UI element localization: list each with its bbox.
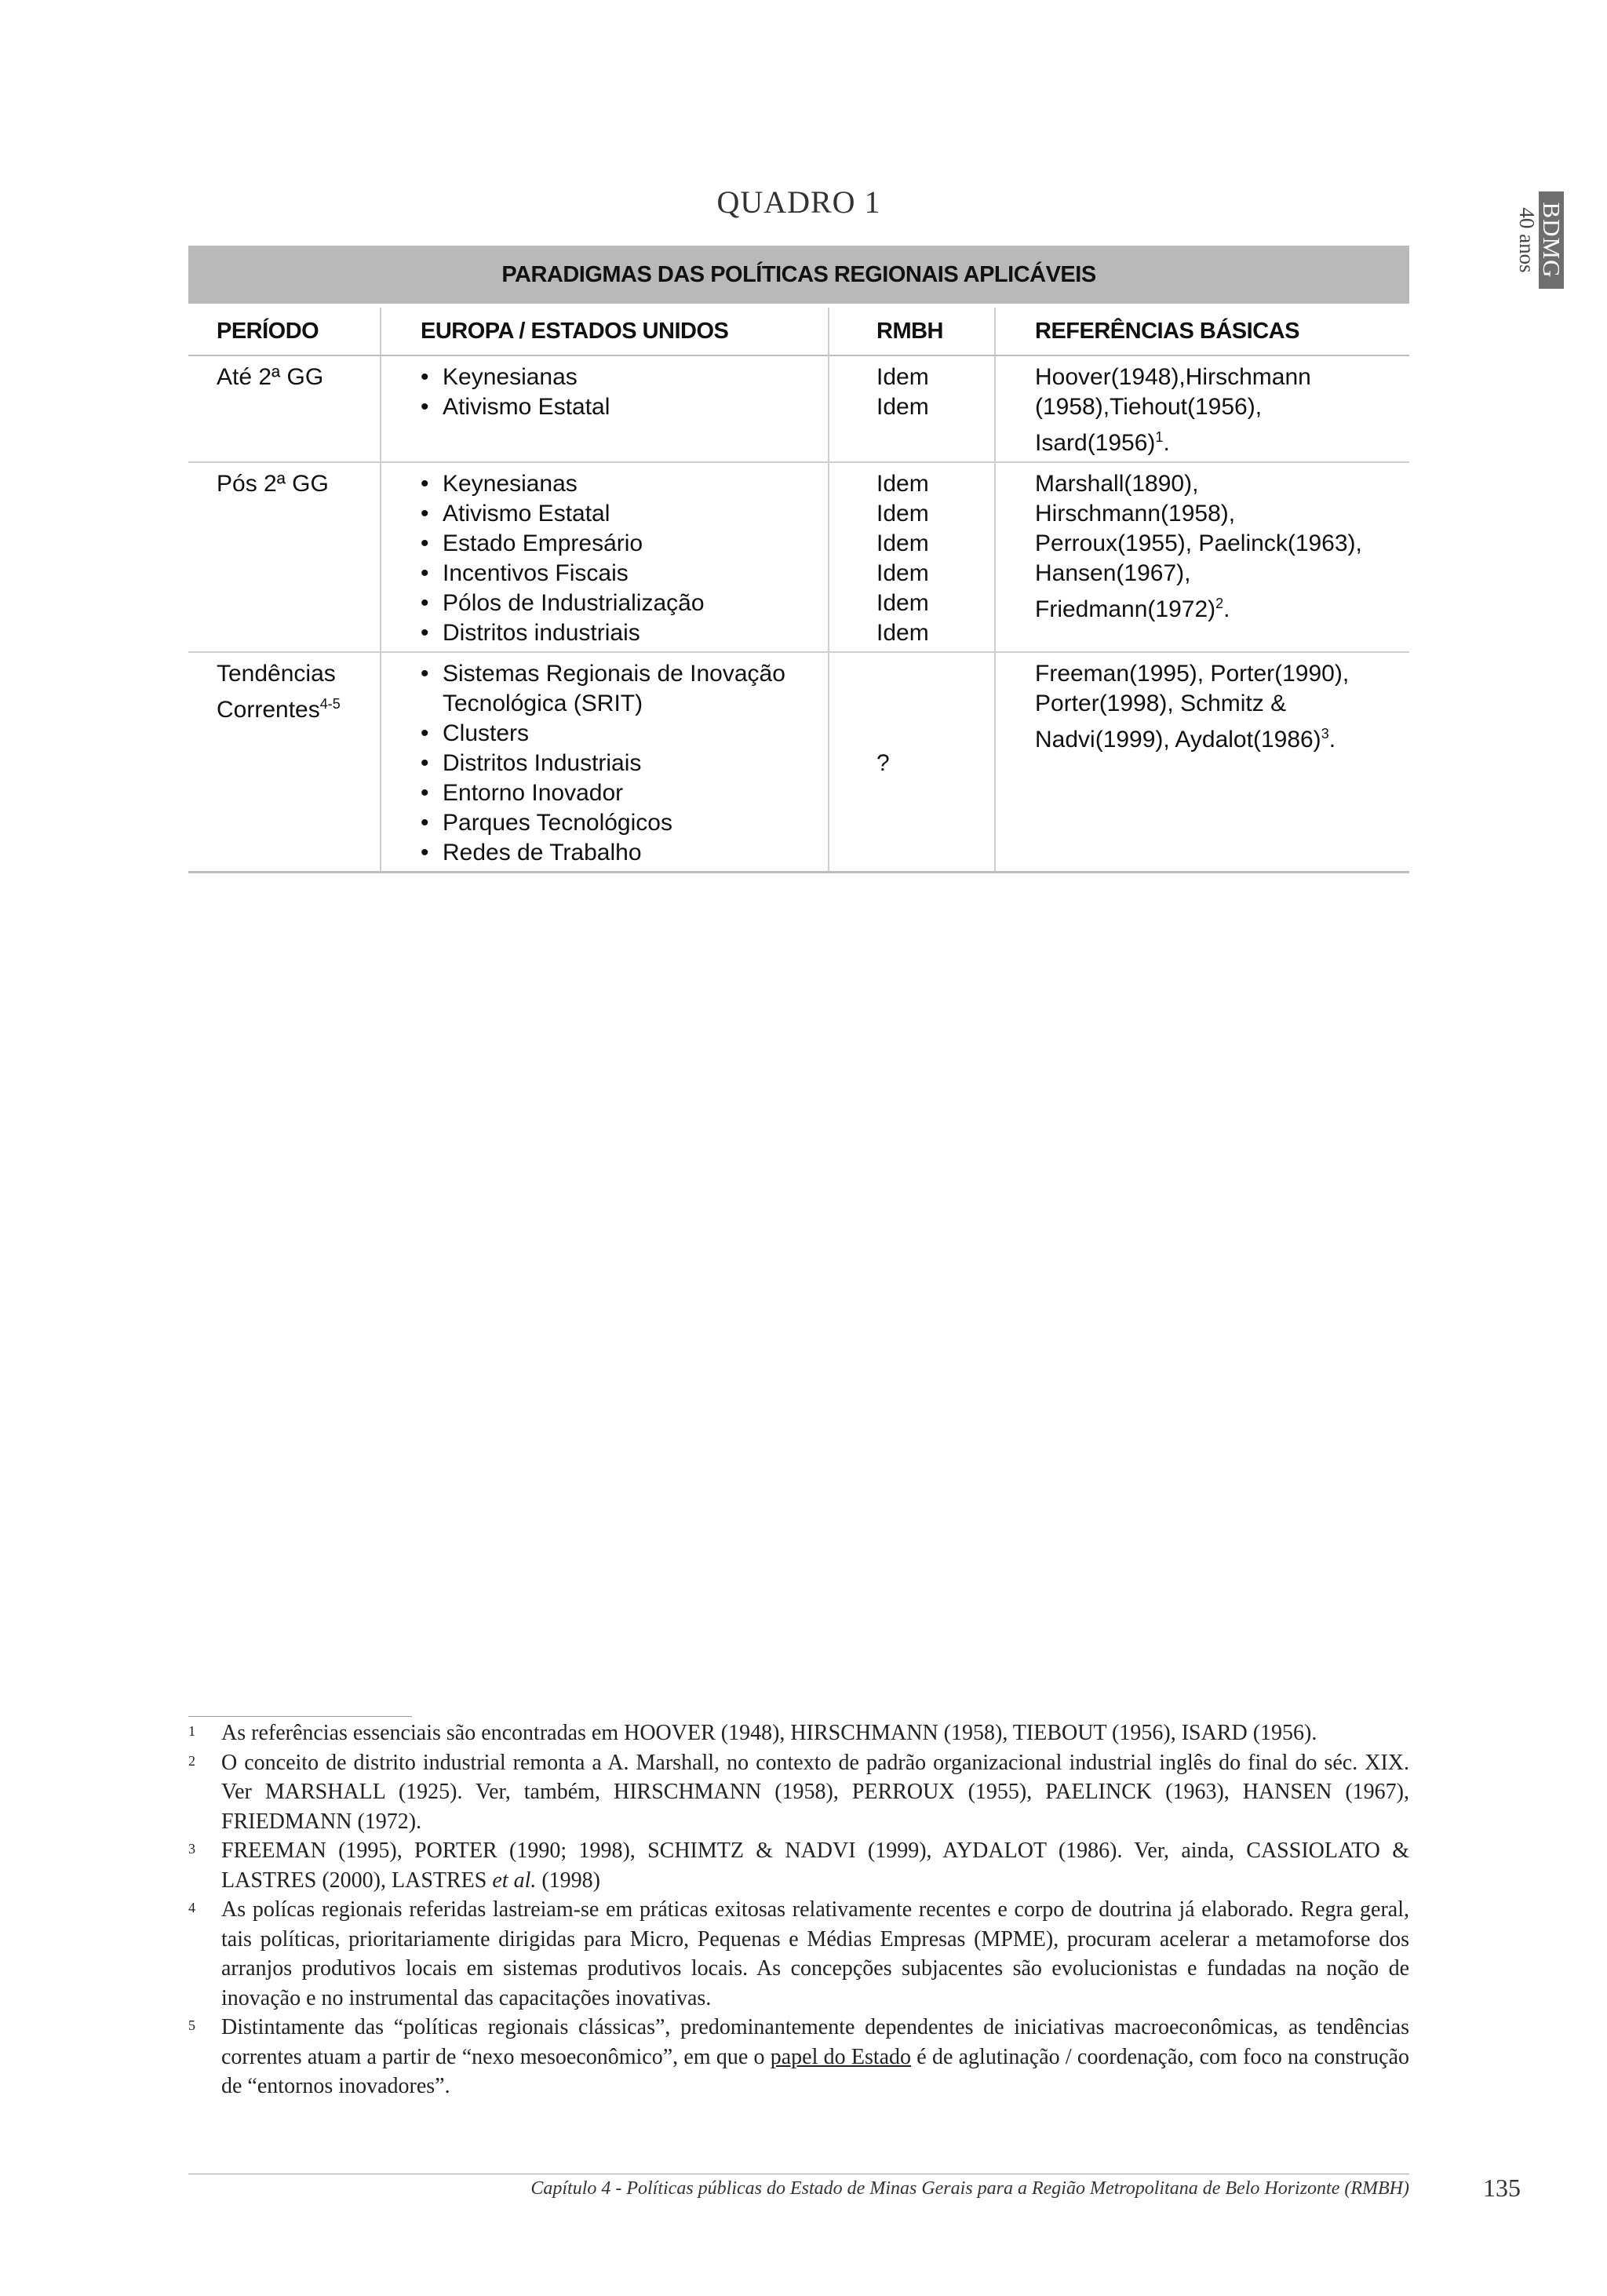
policy-item: • Keynesianas: [421, 363, 828, 392]
references-end: .: [1223, 596, 1230, 622]
rmbh-value: [876, 778, 994, 808]
policy-list: [421, 659, 828, 868]
rmbh-value: Idem: [876, 501, 929, 527]
brand-label: BDMG: [1539, 191, 1564, 289]
header-rmbh: RMBH: [829, 308, 995, 355]
footnote-rule: [188, 1716, 412, 1717]
table-row: [188, 355, 1409, 462]
rmbh-value: Idem: [876, 590, 929, 616]
rmbh-value: Idem: [876, 471, 929, 497]
footnote-text: As polícas regionais referidas lastreiam-se em práticas exitosas relativamente recentes e corpo de doutrina já elaborado. Regra geral, tais políticas, prioritariamente dirigidas para Micro, Pequenas e Médias Empresas (MPME), procuram acelerar a metamoforse dos arranjos produtivos locais em sistemas produtivos locais. As concepções subjacentes são evolucionistas e fundadas na noção de inovação e no instrumental das capacitações inovativas.: [221, 1897, 1409, 2010]
rmbh-value: [876, 838, 994, 868]
policy-item: • Parques Tecnológicos: [421, 808, 828, 838]
policy-item: • Pólos de Industrialização: [421, 589, 828, 618]
footnote-number: 3: [188, 1841, 195, 1857]
policy-item: • Redes de Trabalho: [421, 838, 828, 868]
period-label: Tendências Correntes: [217, 661, 336, 723]
policy-item: • Distritos industriais: [421, 618, 828, 648]
footnote-text: As referências essenciais são encontradas em HOOVER (1948), HIRSCHMANN (1958), TIEBOUT (1956), ISARD (1956).: [221, 1721, 1317, 1745]
footnote-1: [188, 1718, 1409, 1748]
policy-item: • Ativismo Estatal: [421, 392, 828, 422]
table-row: [188, 462, 1409, 652]
period-cell: [188, 652, 381, 873]
header-europa: EUROPA / ESTADOS UNIDOS: [381, 308, 829, 355]
footnote-text-after: (1998): [536, 1868, 601, 1893]
footnote-2: [188, 1748, 1409, 1837]
references-list: Marshall(1890), Hirschmann(1958), Perroux(1955), Paelinck(1963), Hansen(1967), Friedmann(1972): [1035, 471, 1362, 622]
europa-cell: [381, 652, 829, 873]
side-tab: [1514, 191, 1564, 289]
footnote-text-after: é de aglutinação / coordenação, com foco na construção de “entornos inovadores”.: [221, 2044, 1410, 2098]
rmbh-value: [876, 808, 994, 838]
period-label: Pós 2ª GG: [217, 471, 329, 497]
policy-item: • Keynesianas: [421, 469, 828, 499]
paradigms-table: [188, 308, 1409, 873]
footnote-3: [188, 1836, 1409, 1895]
policy-list: [421, 469, 828, 648]
footnote-5: [188, 2013, 1409, 2101]
rmbh-value: ?: [876, 750, 890, 776]
references-footnote-ref: 2: [1215, 596, 1224, 611]
europa-cell: [381, 355, 829, 462]
rmbh-value: Idem: [876, 394, 929, 420]
rmbh-value: Idem: [876, 560, 929, 586]
policy-item: • Estado Empresário: [421, 529, 828, 559]
policy-item: • Ativismo Estatal: [421, 499, 828, 529]
references-list: Hoover(1948),Hirschmann (1958),Tiehout(1956), Isard(1956): [1035, 364, 1311, 456]
footnote-number: 4: [188, 1900, 195, 1915]
policy-item: • Sistemas Regionais de Inovação Tecnológica (SRIT): [421, 659, 828, 719]
footnote-number: 1: [188, 1723, 195, 1739]
rmbh-value: Idem: [876, 530, 929, 556]
references-end: .: [1328, 727, 1336, 753]
references-text: [1035, 469, 1409, 625]
references-text: [1035, 659, 1409, 755]
policy-list: [421, 363, 828, 422]
footnote-number: 2: [188, 1752, 195, 1769]
footnote-number: 5: [188, 2017, 195, 2033]
rmbh-value: Idem: [876, 364, 929, 390]
references-list: Freeman(1995), Porter(1990), Porter(1998), Schmitz & Nadvi(1999), Aydalot(1986): [1035, 661, 1350, 753]
policy-item: • Incentivos Fiscais: [421, 559, 828, 589]
policy-item: • Entorno Inovador: [421, 778, 828, 808]
brand-sub-label: 40 anos: [1515, 207, 1539, 273]
references-footnote-ref: 3: [1321, 726, 1329, 742]
rmbh-value: [876, 659, 994, 689]
quadro-title: QUADRO 1: [716, 184, 881, 220]
rmbh-cell: [829, 652, 995, 873]
references-text: [1035, 363, 1409, 458]
policy-item: • Distritos Industriais: [421, 749, 828, 778]
period-label: Até 2ª GG: [217, 364, 324, 390]
page-number: 135: [1483, 2174, 1521, 2202]
rmbh-value: [876, 689, 994, 719]
references-cell: [995, 355, 1409, 462]
rmbh-value: [876, 719, 994, 749]
period-cell: [188, 462, 381, 652]
policy-item: • Clusters: [421, 719, 828, 749]
footnote-text: FREEMAN (1995), PORTER (1990; 1998), SCHIMTZ & NADVI (1999), AYDALOT (1986). Ver, ainda, CASSIOLATO & LASTRES (2000), LASTRES: [221, 1839, 1409, 1893]
rmbh-cell: [829, 462, 995, 652]
europa-cell: [381, 462, 829, 652]
period-footnote-ref: 4-5: [319, 696, 341, 712]
footnote-text: O conceito de distrito industrial remonta a A. Marshall, no contexto de padrão organizacional industrial inglês do final do séc. XIX. Ver MARSHALL (1925). Ver, também, HIRSCHMANN (1958), PERROUX (1955), PAELINCK (1963), HANSEN (1967), FRIEDMANN (1972).: [221, 1750, 1409, 1834]
header-referencias: REFERÊNCIAS BÁSICAS: [995, 308, 1409, 355]
references-cell: [995, 652, 1409, 873]
header-periodo: PERÍODO: [188, 308, 381, 355]
rmbh-value: Idem: [876, 620, 929, 646]
running-footer: Capítulo 4 - Políticas públicas do Estado de Minas Gerais para a Região Metropolitana de Belo Horizonte (RMBH): [530, 2178, 1409, 2199]
footnote-text: Distintamente das “políticas regionais clássicas”, predominantemente dependentes de iniciativas macroeconômicas, as tendências correntes atuam a partir de “nexo mesoeconômico”, em que o: [221, 2015, 1409, 2069]
rmbh-cell: [829, 355, 995, 462]
footnotes: [188, 1718, 1409, 2101]
table-header-row: [188, 308, 1409, 355]
period-cell: [188, 355, 381, 462]
references-footnote-ref: 1: [1155, 429, 1164, 445]
table-banner: PARADIGMAS DAS POLÍTICAS REGIONAIS APLICÁVEIS: [188, 246, 1409, 304]
table-row: [188, 652, 1409, 873]
footnote-4: [188, 1895, 1409, 2013]
footnote-italic: et al.: [492, 1868, 537, 1893]
references-cell: [995, 462, 1409, 652]
footnote-underlined: papel do Estado: [770, 2044, 912, 2069]
references-end: .: [1163, 430, 1170, 456]
